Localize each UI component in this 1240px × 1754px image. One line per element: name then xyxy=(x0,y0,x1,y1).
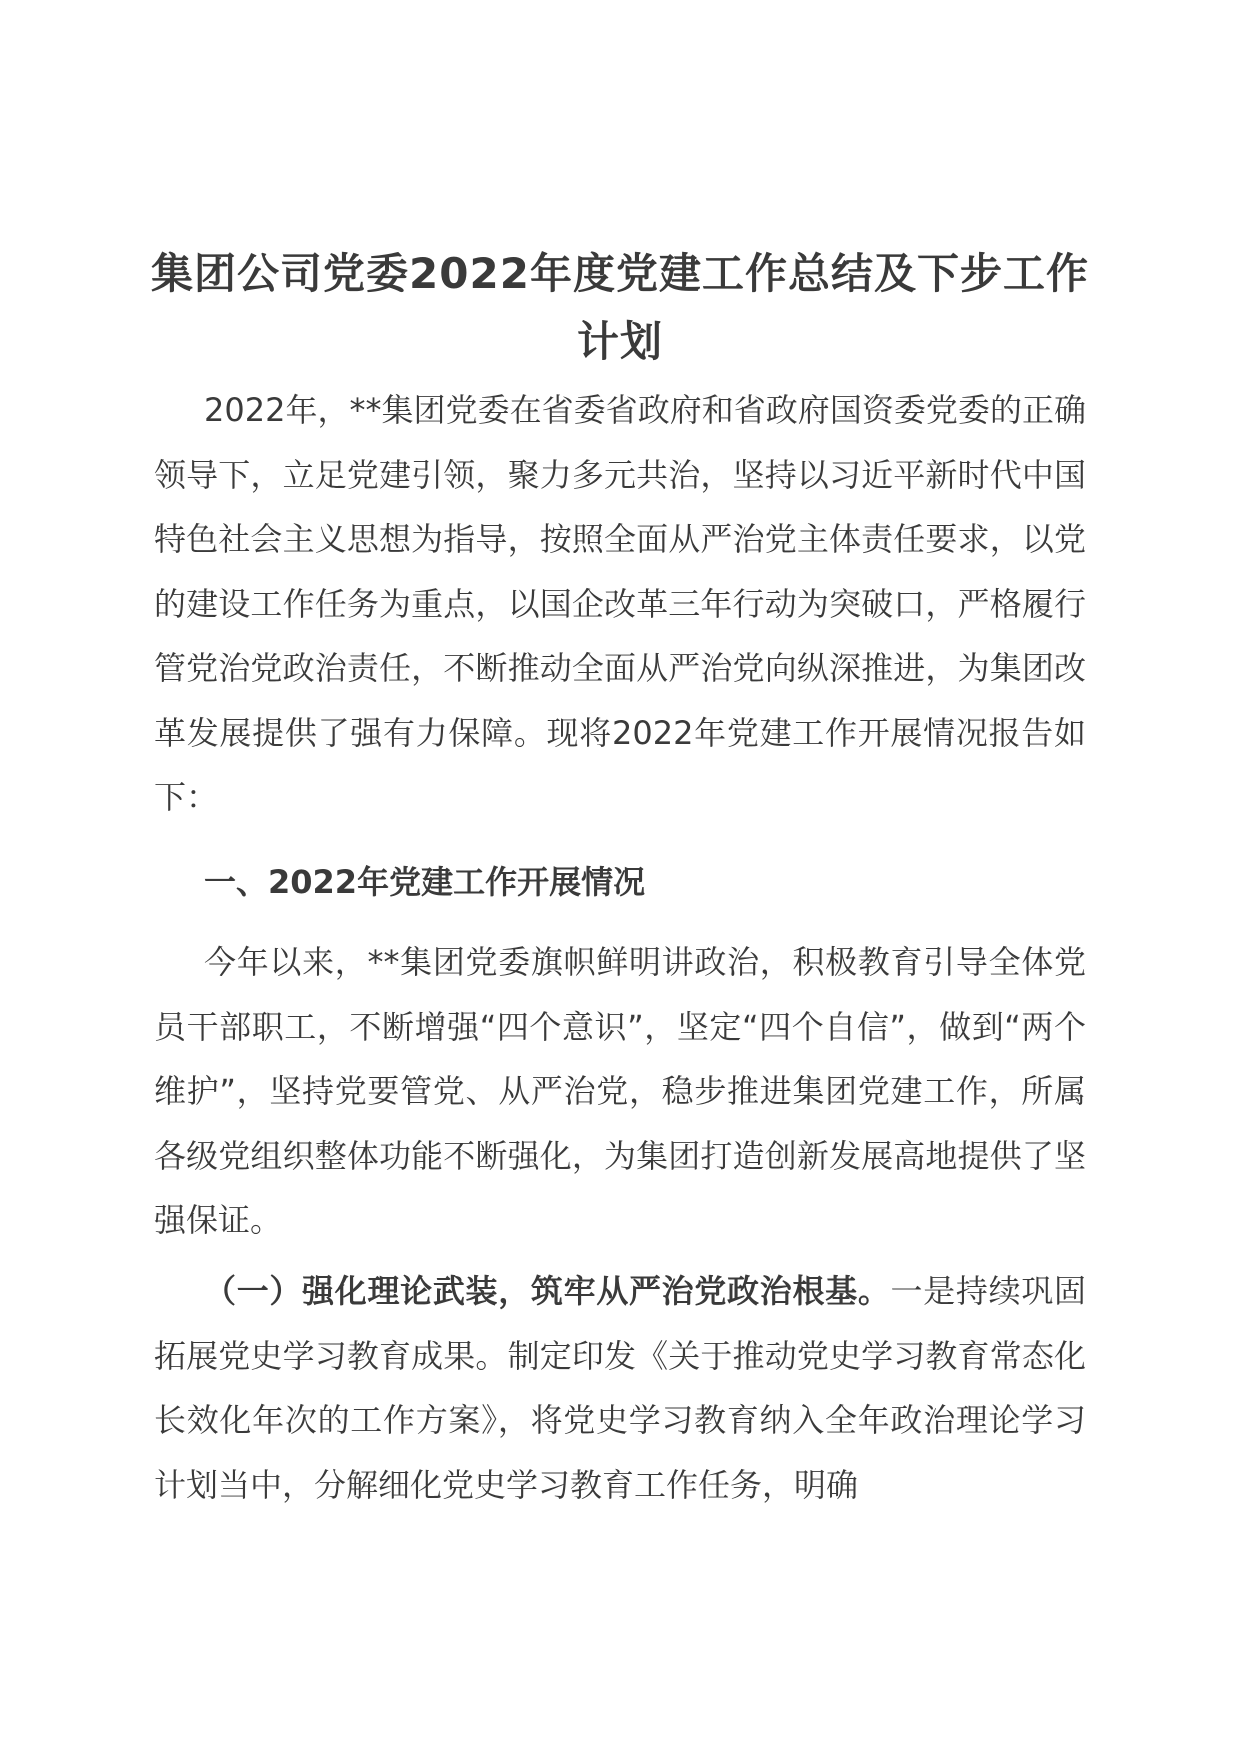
section-heading: 一、2022年党建工作开展情况 xyxy=(204,863,646,901)
subsection-body-text: 一是持续巩固拓展党史学习教育成果。制定印发《关于推动党史学习教育常态化长效化年次的工作方案》，将党史学习教育纳入全年政治理论学习计划当中，分解细化党史学习教育工作任务，明确 xyxy=(154,1272,1086,1504)
subsection-heading: （一）强化理论武装，筑牢从严治党政治根基。 xyxy=(204,1272,891,1310)
subsection-paragraph xyxy=(154,1259,1086,1517)
document-title: 集团公司党委2022年度党建工作总结及下步工作计划 xyxy=(151,249,1089,366)
body-paragraph: 今年以来，**集团党委旗帜鲜明讲政治，积极教育引导全体党员干部职工，不断增强“四个意识”，坚定“四个自信”，做到“两个维护”，坚持党要管党、从严治党，稳步推进集团党建工作，所属各级党组织整体功能不断强化，为集团打造创新发展高地提供了坚强保证。 xyxy=(154,943,1086,1239)
intro-paragraph: 2022年，**集团党委在省委省政府和省政府国资委党委的正确领导下，立足党建引领，聚力多元共治，坚持以习近平新时代中国特色社会主义思想为指导，按照全面从严治党主体责任要求，以党的建设工作任务为重点，以国企改革三年行动为突破口，严格履行管党治党政治责任，不断推动全面从严治党向纵深推进，为集团改革发展提供了强有力保障。现将2022年党建工作开展情况报告如下： xyxy=(154,391,1086,816)
